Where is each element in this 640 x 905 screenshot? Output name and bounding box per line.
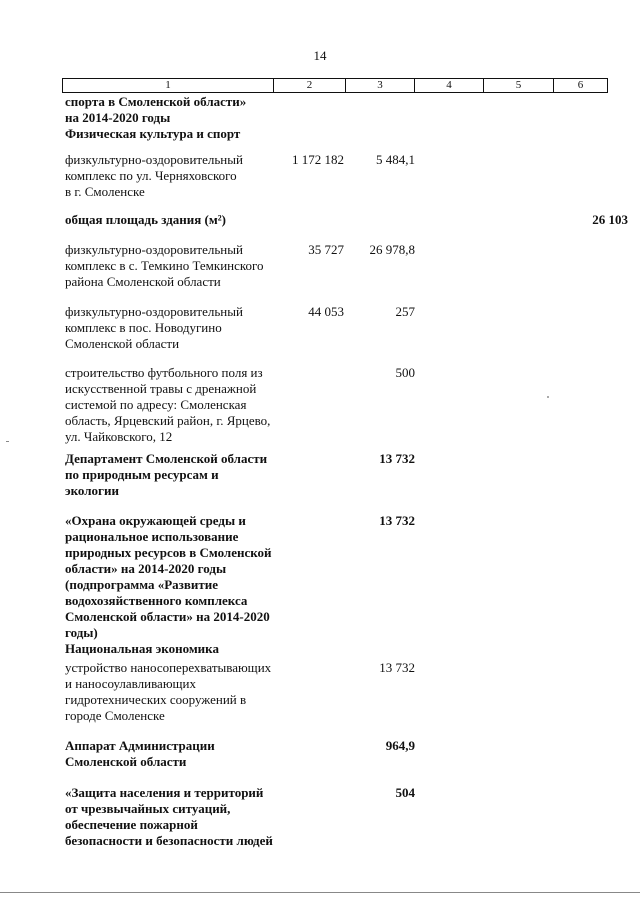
cell-col-3: 13 732 [379, 513, 415, 528]
scan-edge-line [0, 892, 640, 893]
cell-col-3: 13 732 [379, 660, 415, 675]
cell-col-2: 1 172 182 [292, 152, 344, 167]
header-col-6: 6 [577, 79, 584, 91]
cell-col-3: 964,9 [385, 738, 415, 753]
page-number: 14 [313, 48, 327, 63]
row-text: «Защита населения и территорий от чрезвычайных ситуаций, обеспечение пожарной безопасности и безопасности людей [65, 785, 273, 848]
cell-col-3: 13 732 [379, 451, 415, 466]
header-col-1: 1 [63, 79, 274, 92]
cell-col-3: 504 [395, 785, 415, 800]
row-text: Департамент Смоленской области по природным ресурсам и экологии [65, 451, 268, 498]
row-text: Аппарат Администрации Смоленской области [65, 738, 215, 769]
cell-col-3: 26 978,8 [369, 242, 415, 257]
cell-col-3: 5 484,1 [376, 152, 415, 167]
header-col-3: 3 [346, 79, 415, 92]
header-col-5: 5 [484, 79, 554, 92]
cell-col-2: 44 053 [308, 304, 344, 319]
row-text: общая площадь здания (м²) [65, 212, 226, 227]
scan-speck [547, 396, 549, 398]
scan-mark [6, 441, 9, 442]
header-col-4: 4 [415, 79, 484, 92]
row-text: «Охрана окружающей среды и рациональное использование природных ресурсов в Смоленской области» на 2014-2020 годы (подпрограмма «Развитие водохозяйственного комплекса Смоленской области» на 2014-2020 годы) Национальная экономика [65, 513, 272, 656]
row-text: строительство футбольного поля из искусственной травы с дренажной системой по адресу: Смоленская область, Ярцевский район, г. Ярцево, ул. Чайковского, 12 [65, 365, 271, 444]
cell-col-2: 35 727 [308, 242, 344, 257]
row-text: физкультурно-оздоровительный комплекс по ул. Черняховского в г. Смоленске [65, 152, 243, 199]
row-text: устройство наносоперехватывающих и наносоулавливающих гидротехнических сооружений в городе Смоленске [65, 660, 272, 723]
row-text: физкультурно-оздоровительный комплекс в с. Темкино Темкинского района Смоленской области [65, 242, 264, 289]
cell-col-6: 26 103 [592, 212, 628, 227]
cell-col-3: 500 [395, 365, 415, 380]
row-text: спорта в Смоленской области» на 2014-2020 годы Физическая культура и спорт [65, 94, 247, 141]
cell-col-3: 257 [395, 304, 415, 319]
row-text: физкультурно-оздоровительный комплекс в пос. Новодугино Смоленской области [65, 304, 243, 351]
header-col-2: 2 [274, 79, 346, 92]
table-header-row [62, 78, 608, 93]
